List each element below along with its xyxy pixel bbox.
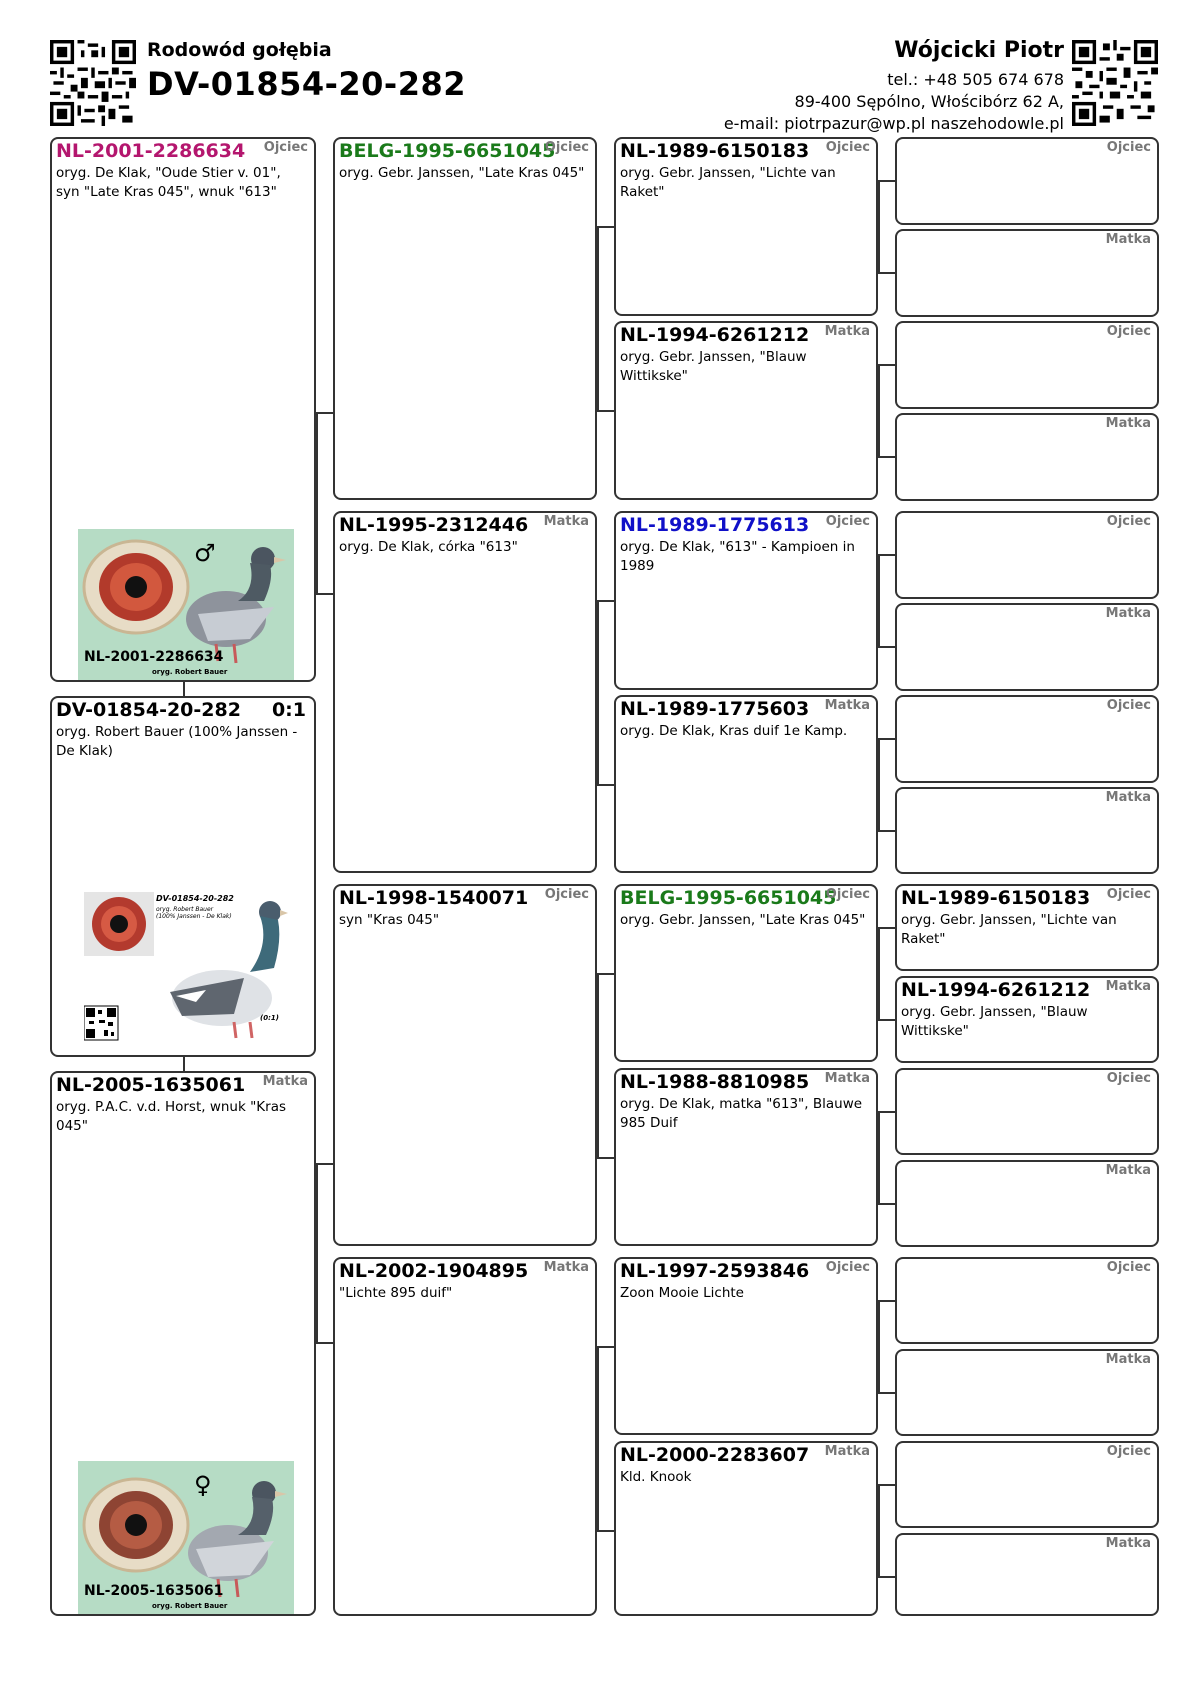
connector-line xyxy=(597,600,599,785)
connector-line xyxy=(597,226,614,228)
connector-line xyxy=(597,226,599,411)
pedigree-card-gen4[interactable] xyxy=(895,137,1159,225)
subject-photo-score: (0:1) xyxy=(260,1014,279,1022)
role-label: Ojciec xyxy=(544,140,589,155)
sire-ring-number: NL-2001-2286634 xyxy=(56,140,246,162)
connector-line xyxy=(878,554,880,647)
description: Kld. Knook xyxy=(620,1469,692,1485)
role-label: Ojciec xyxy=(1106,1071,1151,1086)
pedigree-card-gen4[interactable] xyxy=(895,787,1159,874)
description: oryg. De Klak, córka "613" xyxy=(339,539,518,555)
document-title-ring: DV-01854-20-282 xyxy=(147,65,466,103)
role-label: Matka xyxy=(1105,232,1151,247)
subject-photo-caption: DV-01854-20-282 xyxy=(156,894,234,903)
connector-line xyxy=(878,927,880,1020)
role-label: Ojciec xyxy=(1106,324,1151,339)
owner-email-website: e-mail: piotrpazur@wp.pl naszehodowle.pl xyxy=(723,114,1064,133)
owner-address: 89-400 Sępólno, Włościbórz 62 A, xyxy=(794,92,1064,111)
role-label-sire: Ojciec xyxy=(263,140,308,155)
connector-line xyxy=(878,180,880,273)
connector-line xyxy=(597,1530,614,1532)
subject-photo-origin: oryg. Robert Bauer xyxy=(156,906,214,913)
role-label: Ojciec xyxy=(825,1260,870,1275)
qr-code-right xyxy=(1072,40,1158,126)
ring-number: NL-1989-1775613 xyxy=(620,514,810,536)
ring-number: BELG-1995-6651045 xyxy=(339,140,556,162)
ring-number: NL-1998-1540071 xyxy=(339,887,529,909)
pedigree-card-gen2[interactable] xyxy=(333,137,597,500)
ring-number: NL-1989-6150183 xyxy=(620,140,810,162)
pedigree-card-gen3[interactable] xyxy=(614,884,878,1062)
pedigree-card-gen4[interactable] xyxy=(895,511,1159,599)
role-label-dam: Matka xyxy=(262,1074,308,1089)
pedigree-card-gen4[interactable] xyxy=(895,1068,1159,1155)
connector-line xyxy=(878,456,895,458)
ring-number: NL-1997-2593846 xyxy=(620,1260,810,1282)
pedigree-card-gen2[interactable] xyxy=(333,884,597,1246)
ring-number: NL-1995-2312446 xyxy=(339,514,529,536)
connector-line xyxy=(316,1342,333,1344)
dam-ring-number: NL-2005-1635061 xyxy=(56,1074,246,1096)
document-subtitle: Rodowód gołębia xyxy=(147,39,332,61)
pedigree-card-gen3[interactable] xyxy=(614,1068,878,1246)
role-label: Matka xyxy=(543,1260,589,1275)
pedigree-card-gen4[interactable] xyxy=(895,1441,1159,1528)
dam-photo xyxy=(78,1461,294,1614)
pedigree-card-subject[interactable] xyxy=(50,696,316,1057)
description: "Lichte 895 duif" xyxy=(339,1285,453,1301)
sire-photo-subcaption: oryg. Robert Bauer xyxy=(152,668,228,676)
role-label: Matka xyxy=(1105,1163,1151,1178)
description: oryg. Gebr. Janssen, "Late Kras 045" xyxy=(339,165,585,181)
pedigree-card-gen4[interactable] xyxy=(895,884,1159,971)
role-label: Ojciec xyxy=(1106,887,1151,902)
connector-line xyxy=(597,1346,614,1348)
connector-line xyxy=(878,364,895,366)
pedigree-card-gen4[interactable] xyxy=(895,413,1159,501)
connector-line xyxy=(878,738,895,740)
description: oryg. De Klak, "613" - Kampioen in 1989 xyxy=(620,539,855,574)
female-symbol-icon: ♀ xyxy=(194,1471,212,1499)
ring-number: NL-1994-6261212 xyxy=(620,324,810,346)
connector-line xyxy=(597,973,599,1158)
pedigree-card-gen4[interactable] xyxy=(895,1160,1159,1247)
pedigree-card-gen4[interactable] xyxy=(895,976,1159,1063)
description: oryg. De Klak, matka "613", Blauwe 985 Duif xyxy=(620,1096,863,1131)
dam-description: oryg. P.A.C. v.d. Horst, wnuk "Kras 045" xyxy=(56,1099,287,1134)
ring-number: NL-1989-1775603 xyxy=(620,698,810,720)
role-label: Matka xyxy=(824,1444,870,1459)
role-label: Matka xyxy=(1105,790,1151,805)
description: Zoon Mooie Lichte xyxy=(620,1285,744,1301)
description: oryg. Gebr. Janssen, "Lichte van Raket" xyxy=(901,912,1117,947)
connector-line xyxy=(878,1111,880,1204)
pedigree-card-gen4[interactable] xyxy=(895,1257,1159,1344)
pedigree-card-gen3[interactable] xyxy=(614,511,878,690)
connector-line xyxy=(878,272,895,274)
ring-number: NL-1989-6150183 xyxy=(901,887,1091,909)
description: oryg. De Klak, Kras duif 1e Kamp. xyxy=(620,723,848,739)
sire-description: oryg. De Klak, "Oude Stier v. 01", syn "Late Kras 045", wnuk "613" xyxy=(56,165,281,200)
pedigree-card-gen3[interactable] xyxy=(614,321,878,500)
description: oryg. Gebr. Janssen, "Late Kras 045" xyxy=(620,912,866,928)
role-label: Matka xyxy=(824,698,870,713)
role-label: Ojciec xyxy=(825,514,870,529)
role-label: Matka xyxy=(543,514,589,529)
pedigree-card-gen4[interactable] xyxy=(895,229,1159,317)
connector-line xyxy=(878,738,880,831)
ring-number: NL-1994-6261212 xyxy=(901,979,1091,1001)
ring-number: NL-2000-2283607 xyxy=(620,1444,810,1466)
role-label: Ojciec xyxy=(1106,140,1151,155)
role-label: Ojciec xyxy=(1106,514,1151,529)
owner-name: Wójcicki Piotr xyxy=(894,38,1064,63)
connector-line xyxy=(316,412,318,594)
role-label: Matka xyxy=(1105,979,1151,994)
ring-number: NL-1988-8810985 xyxy=(620,1071,810,1093)
connector-line xyxy=(597,600,614,602)
connector-line xyxy=(878,1111,895,1113)
role-label: Matka xyxy=(824,1071,870,1086)
pedigree-card-gen4[interactable] xyxy=(895,1349,1159,1436)
description: oryg. Gebr. Janssen, "Blauw Wittikske" xyxy=(620,349,807,384)
pedigree-card-dam[interactable] xyxy=(50,1071,316,1616)
pedigree-card-gen4[interactable] xyxy=(895,603,1159,691)
connector-line xyxy=(597,410,614,412)
connector-line xyxy=(878,1019,895,1021)
connector-line xyxy=(878,554,895,556)
role-label: Ojciec xyxy=(1106,1444,1151,1459)
subject-photo xyxy=(84,892,288,1046)
subject-ring-number: DV-01854-20-282 xyxy=(56,699,241,721)
male-symbol-icon: ♂ xyxy=(194,539,216,567)
subject-photo-lineage: (100% Janssen - De Klak) xyxy=(156,913,232,920)
connector-line xyxy=(316,412,333,414)
connector-line xyxy=(878,1300,880,1393)
owner-phone: tel.: +48 505 674 678 xyxy=(887,70,1064,89)
pedigree-card-gen4[interactable] xyxy=(895,695,1159,783)
sire-photo-caption: NL-2001-2286634 xyxy=(84,649,224,665)
subject-description: oryg. Robert Bauer (100% Janssen - De Klak) xyxy=(56,724,298,759)
connector-line xyxy=(878,1484,895,1486)
role-label: Matka xyxy=(1105,1352,1151,1367)
ring-number: BELG-1995-6651045 xyxy=(620,887,837,909)
description: oryg. Gebr. Janssen, "Lichte van Raket" xyxy=(620,165,836,200)
subject-score: 0:1 xyxy=(271,699,306,721)
pedigree-card-gen3[interactable] xyxy=(614,695,878,873)
pedigree-card-sire[interactable] xyxy=(50,137,316,682)
pedigree-card-gen4[interactable] xyxy=(895,321,1159,409)
connector-line xyxy=(878,1203,895,1205)
ring-number: NL-2002-1904895 xyxy=(339,1260,529,1282)
role-label: Ojciec xyxy=(1106,698,1151,713)
role-label: Matka xyxy=(1105,416,1151,431)
role-label: Ojciec xyxy=(544,887,589,902)
connector-line xyxy=(878,180,895,182)
pedigree-card-gen2[interactable] xyxy=(333,511,597,873)
connector-line xyxy=(878,1576,895,1578)
role-label: Ojciec xyxy=(1106,1260,1151,1275)
pedigree-card-gen3[interactable] xyxy=(614,137,878,316)
role-label: Ojciec xyxy=(825,140,870,155)
role-label: Matka xyxy=(1105,1536,1151,1551)
connector-line xyxy=(597,1157,614,1159)
connector-line xyxy=(878,1392,895,1394)
dam-photo-subcaption: oryg. Robert Bauer xyxy=(152,1602,228,1610)
connector-line xyxy=(878,646,895,648)
role-label: Matka xyxy=(824,324,870,339)
connector-line xyxy=(878,1300,895,1302)
dam-photo-caption: NL-2005-1635061 xyxy=(84,1583,224,1599)
role-label: Ojciec xyxy=(825,887,870,902)
role-label: Matka xyxy=(1105,606,1151,621)
sire-photo xyxy=(78,529,294,680)
description: syn "Kras 045" xyxy=(339,912,440,928)
pedigree-card-gen4[interactable] xyxy=(895,1533,1159,1616)
connector-line xyxy=(597,784,614,786)
connector-line xyxy=(316,1163,318,1343)
connector-line xyxy=(878,927,895,929)
qr-code-left xyxy=(50,40,136,126)
pedigree-card-gen2[interactable] xyxy=(333,1257,597,1616)
connector-line xyxy=(597,1346,599,1531)
connector-line xyxy=(878,364,880,457)
connector-line xyxy=(878,1484,880,1577)
connector-line xyxy=(316,1163,333,1165)
pedigree-card-gen3[interactable] xyxy=(614,1257,878,1435)
description: oryg. Gebr. Janssen, "Blauw Wittikske" xyxy=(901,1004,1088,1039)
pedigree-card-gen3[interactable] xyxy=(614,1441,878,1616)
connector-line xyxy=(597,973,614,975)
connector-line xyxy=(878,830,895,832)
connector-line xyxy=(316,593,333,595)
